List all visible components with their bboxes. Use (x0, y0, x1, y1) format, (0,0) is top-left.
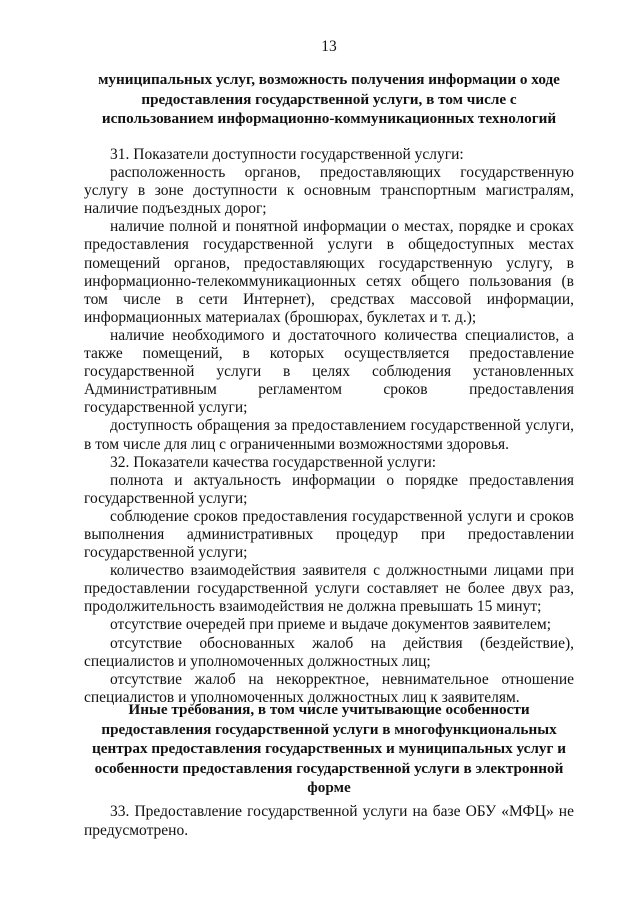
heading-line: особенности предоставления государственной услуги в электронной (94, 759, 564, 777)
final-text (84, 802, 574, 840)
paragraph: отсутствие жалоб на некорректное, невнимательное отношение специалистов и уполномоченных должностных лиц к заявителям. (84, 670, 574, 706)
paragraph: отсутствие обоснованных жалоб на действия (бездействие), специалистов и уполномоченных должностных лиц; (84, 634, 574, 670)
paragraph-32-title: 32. Показатели качества государственной услуги: (110, 453, 437, 471)
heading-line: центрах предоставления государственных и муниципальных услуг и (92, 740, 566, 758)
paragraph: полнота и актуальность информации о порядке предоставления государственной услуги; (84, 471, 574, 507)
paragraph: доступность обращения за предоставлением государственной услуги, в том числе для лиц с ограниченными возможностями здоровья. (84, 417, 574, 453)
paragraph-31-title: 31. Показатели доступности государственной услуги: (110, 146, 464, 163)
heading-line: предоставления государственной услуги, в том числе с (141, 90, 517, 108)
paragraph: соблюдение сроков предоставления государственной услуги и сроков выполнения административных процедур при предоставлении государственной услуги; (84, 507, 574, 562)
page-number: 13 (321, 38, 337, 55)
heading-line: Иные требования, в том числе учитывающие особенности (128, 701, 530, 718)
heading-line: предоставления государственной услуги в многофункциональных (101, 720, 557, 738)
paragraph: отсутствие очередей при приеме и выдаче документов заявителем; (110, 616, 552, 634)
heading-line: форме (307, 779, 351, 797)
paragraph-33: 33. Предоставление государственной услуги на базе ОБУ «МФЦ» не предусмотрено. (84, 803, 574, 839)
section-heading-top (84, 70, 574, 129)
body-text (84, 146, 574, 707)
heading-line: муниципальных услуг, возможность получения информации о ходе (98, 71, 560, 88)
paragraph: наличие полной и понятной информации о местах, порядке и сроках предоставления государственной услуги в общедоступных местах помещений органов, предоставляющих государственную услугу, в информационно-телекоммуникационных сетях общего пользования (в том числе в сети Интернет), средствах массовой информации, информационных материалах (брошюрах, буклетах и т. д.); (84, 218, 574, 326)
paragraph: расположенность органов, предоставляющих государственную услугу в зоне доступности к основным транспортным магистралям, наличие подъездных дорог; (84, 164, 574, 218)
paragraph: количество взаимодействия заявителя с должностными лицами при предоставлении государственной услуги составляет не более двух раз, продолжительность взаимодействия не должна превышать 15 минут; (84, 562, 574, 616)
document-page (84, 0, 574, 905)
paragraph: наличие необходимого и достаточного количества специалистов, а также помещений, в которых осуществляется предоставление государственной услуги в целях соблюдения установленных Административным регламентом сроков предоставления государственной услуги; (84, 326, 574, 417)
section-heading-bottom (84, 700, 574, 798)
heading-line: использованием информационно-коммуникационных технологий (101, 110, 557, 128)
